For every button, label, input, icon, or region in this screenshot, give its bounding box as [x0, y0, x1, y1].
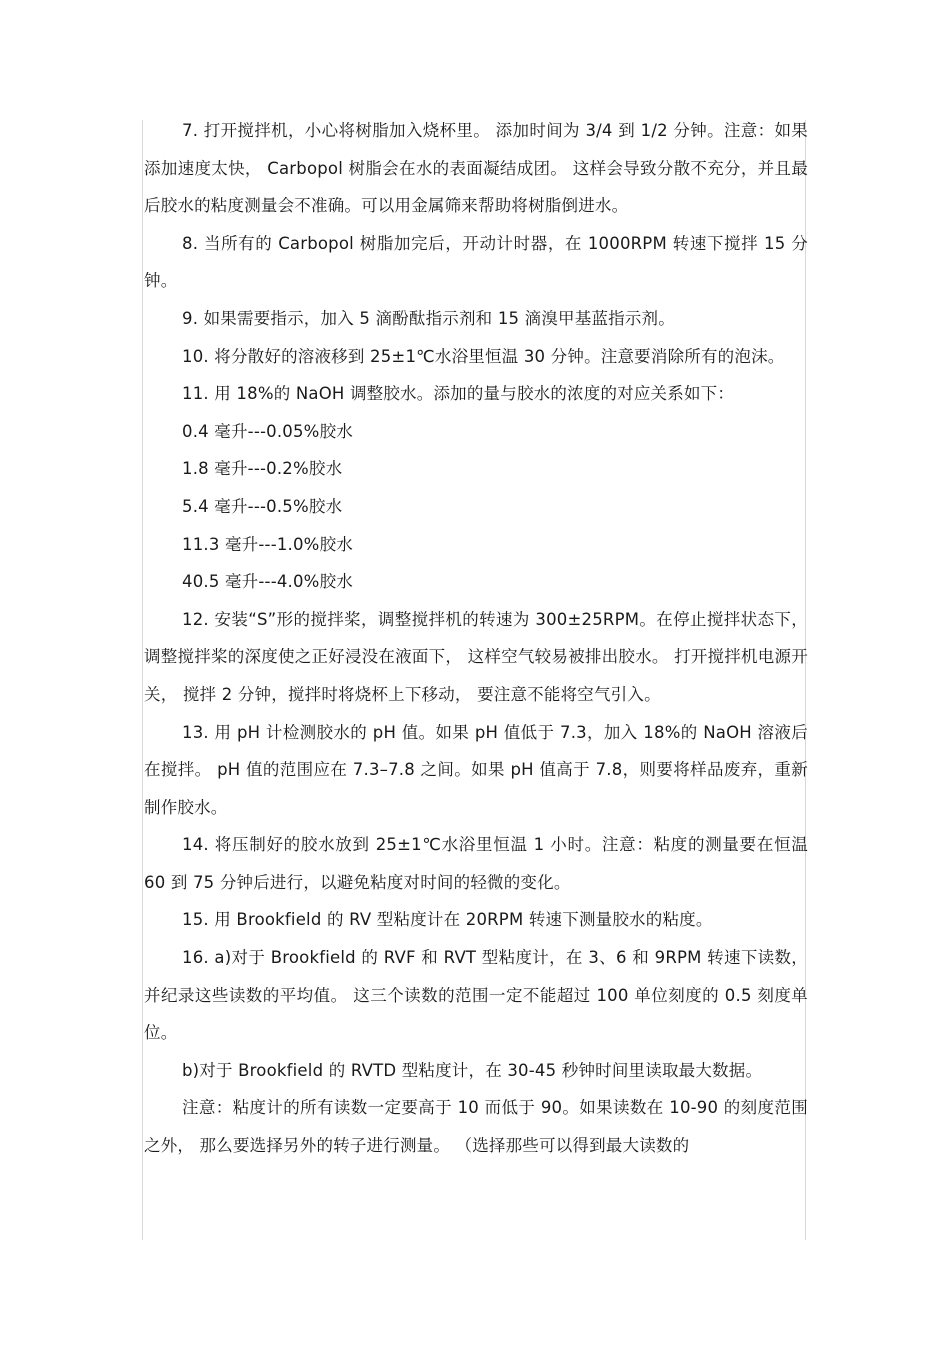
- list-item: 1.8 毫升---0.2%胶水: [182, 459, 343, 479]
- list-item: 0.4 毫升---0.05%胶水: [182, 421, 353, 441]
- list-item: 40.5 毫升---4.0%胶水: [182, 572, 353, 592]
- step-12: 12. 安装“S”形的搅拌桨，调整搅拌机的转速为 300±25RPM。在停止搅拌状态下，调整搅拌桨的深度使之正好浸没在液面下， 这样空气较易被排出胶水。 打开搅拌机电源开关， 搅拌 2 分钟，搅拌时将烧杯上下移动， 要注意不能将空气引入。: [144, 609, 808, 704]
- step-11: 11. 用 18%的 NaOH 调整胶水。添加的量与胶水的浓度的对应关系如下：: [182, 384, 735, 404]
- step-10: 10. 将分散好的溶液移到 25±1℃水浴里恒温 30 分钟。注意要消除所有的泡沫。: [182, 346, 785, 366]
- step-9: 9. 如果需要指示，加入 5 滴酚酞指示剂和 15 滴溴甲基蓝指示剂。: [182, 308, 675, 328]
- document-body: [144, 112, 808, 1165]
- list-item: 11.3 毫升---1.0%胶水: [182, 534, 353, 554]
- step-16b: b)对于 Brookfield 的 RVTD 型粘度计，在 30-45 秒钟时间里读取最大数据。: [182, 1060, 763, 1080]
- step-16a: 16. a)对于 Brookfield 的 RVF 和 RVT 型粘度计，在 3、6 和 9RPM 转速下读数，并纪录这些读数的平均值。 这三个读数的范围一定不能超过 100 单位刻度的 0.5 刻度单位。: [144, 948, 808, 1043]
- list-item: 5.4 毫升---0.5%胶水: [182, 496, 343, 516]
- step-15: 15. 用 Brookfield 的 RV 型粘度计在 20RPM 转速下测量胶水的粘度。: [182, 910, 713, 930]
- step-7: 7. 打开搅拌机，小心将树脂加入烧杯里。 添加时间为 3/4 到 1/2 分钟。注意：如果添加速度太快， Carbopol 树脂会在水的表面凝结成团。 这样会导致分散不充分，并且最后胶水的粘度测量会不准确。可以用金属筛来帮助将树脂倒进水。: [144, 121, 808, 216]
- note-paragraph: 注意：粘度计的所有读数一定要高于 10 而低于 90。如果读数在 10-90 的刻度范围之外， 那么要选择另外的转子进行测量。 （选择那些可以得到最大读数的: [144, 1098, 808, 1156]
- step-8: 8. 当所有的 Carbopol 树脂加完后，开动计时器，在 1000RPM 转速下搅拌 15 分钟。: [144, 233, 808, 291]
- step-14: 14. 将压制好的胶水放到 25±1℃水浴里恒温 1 小时。注意：粘度的测量要在恒温 60 到 75 分钟后进行，以避免粘度对时间的轻微的变化。: [144, 835, 808, 892]
- step-13: 13. 用 pH 计检测胶水的 pH 值。如果 pH 值低于 7.3，加入 18%的 NaOH 溶液后在搅拌。 pH 值的范围应在 7.3–7.8 之间。如果 pH 值高于 7.8，则要将样品废弃，重新制作胶水。: [144, 722, 808, 817]
